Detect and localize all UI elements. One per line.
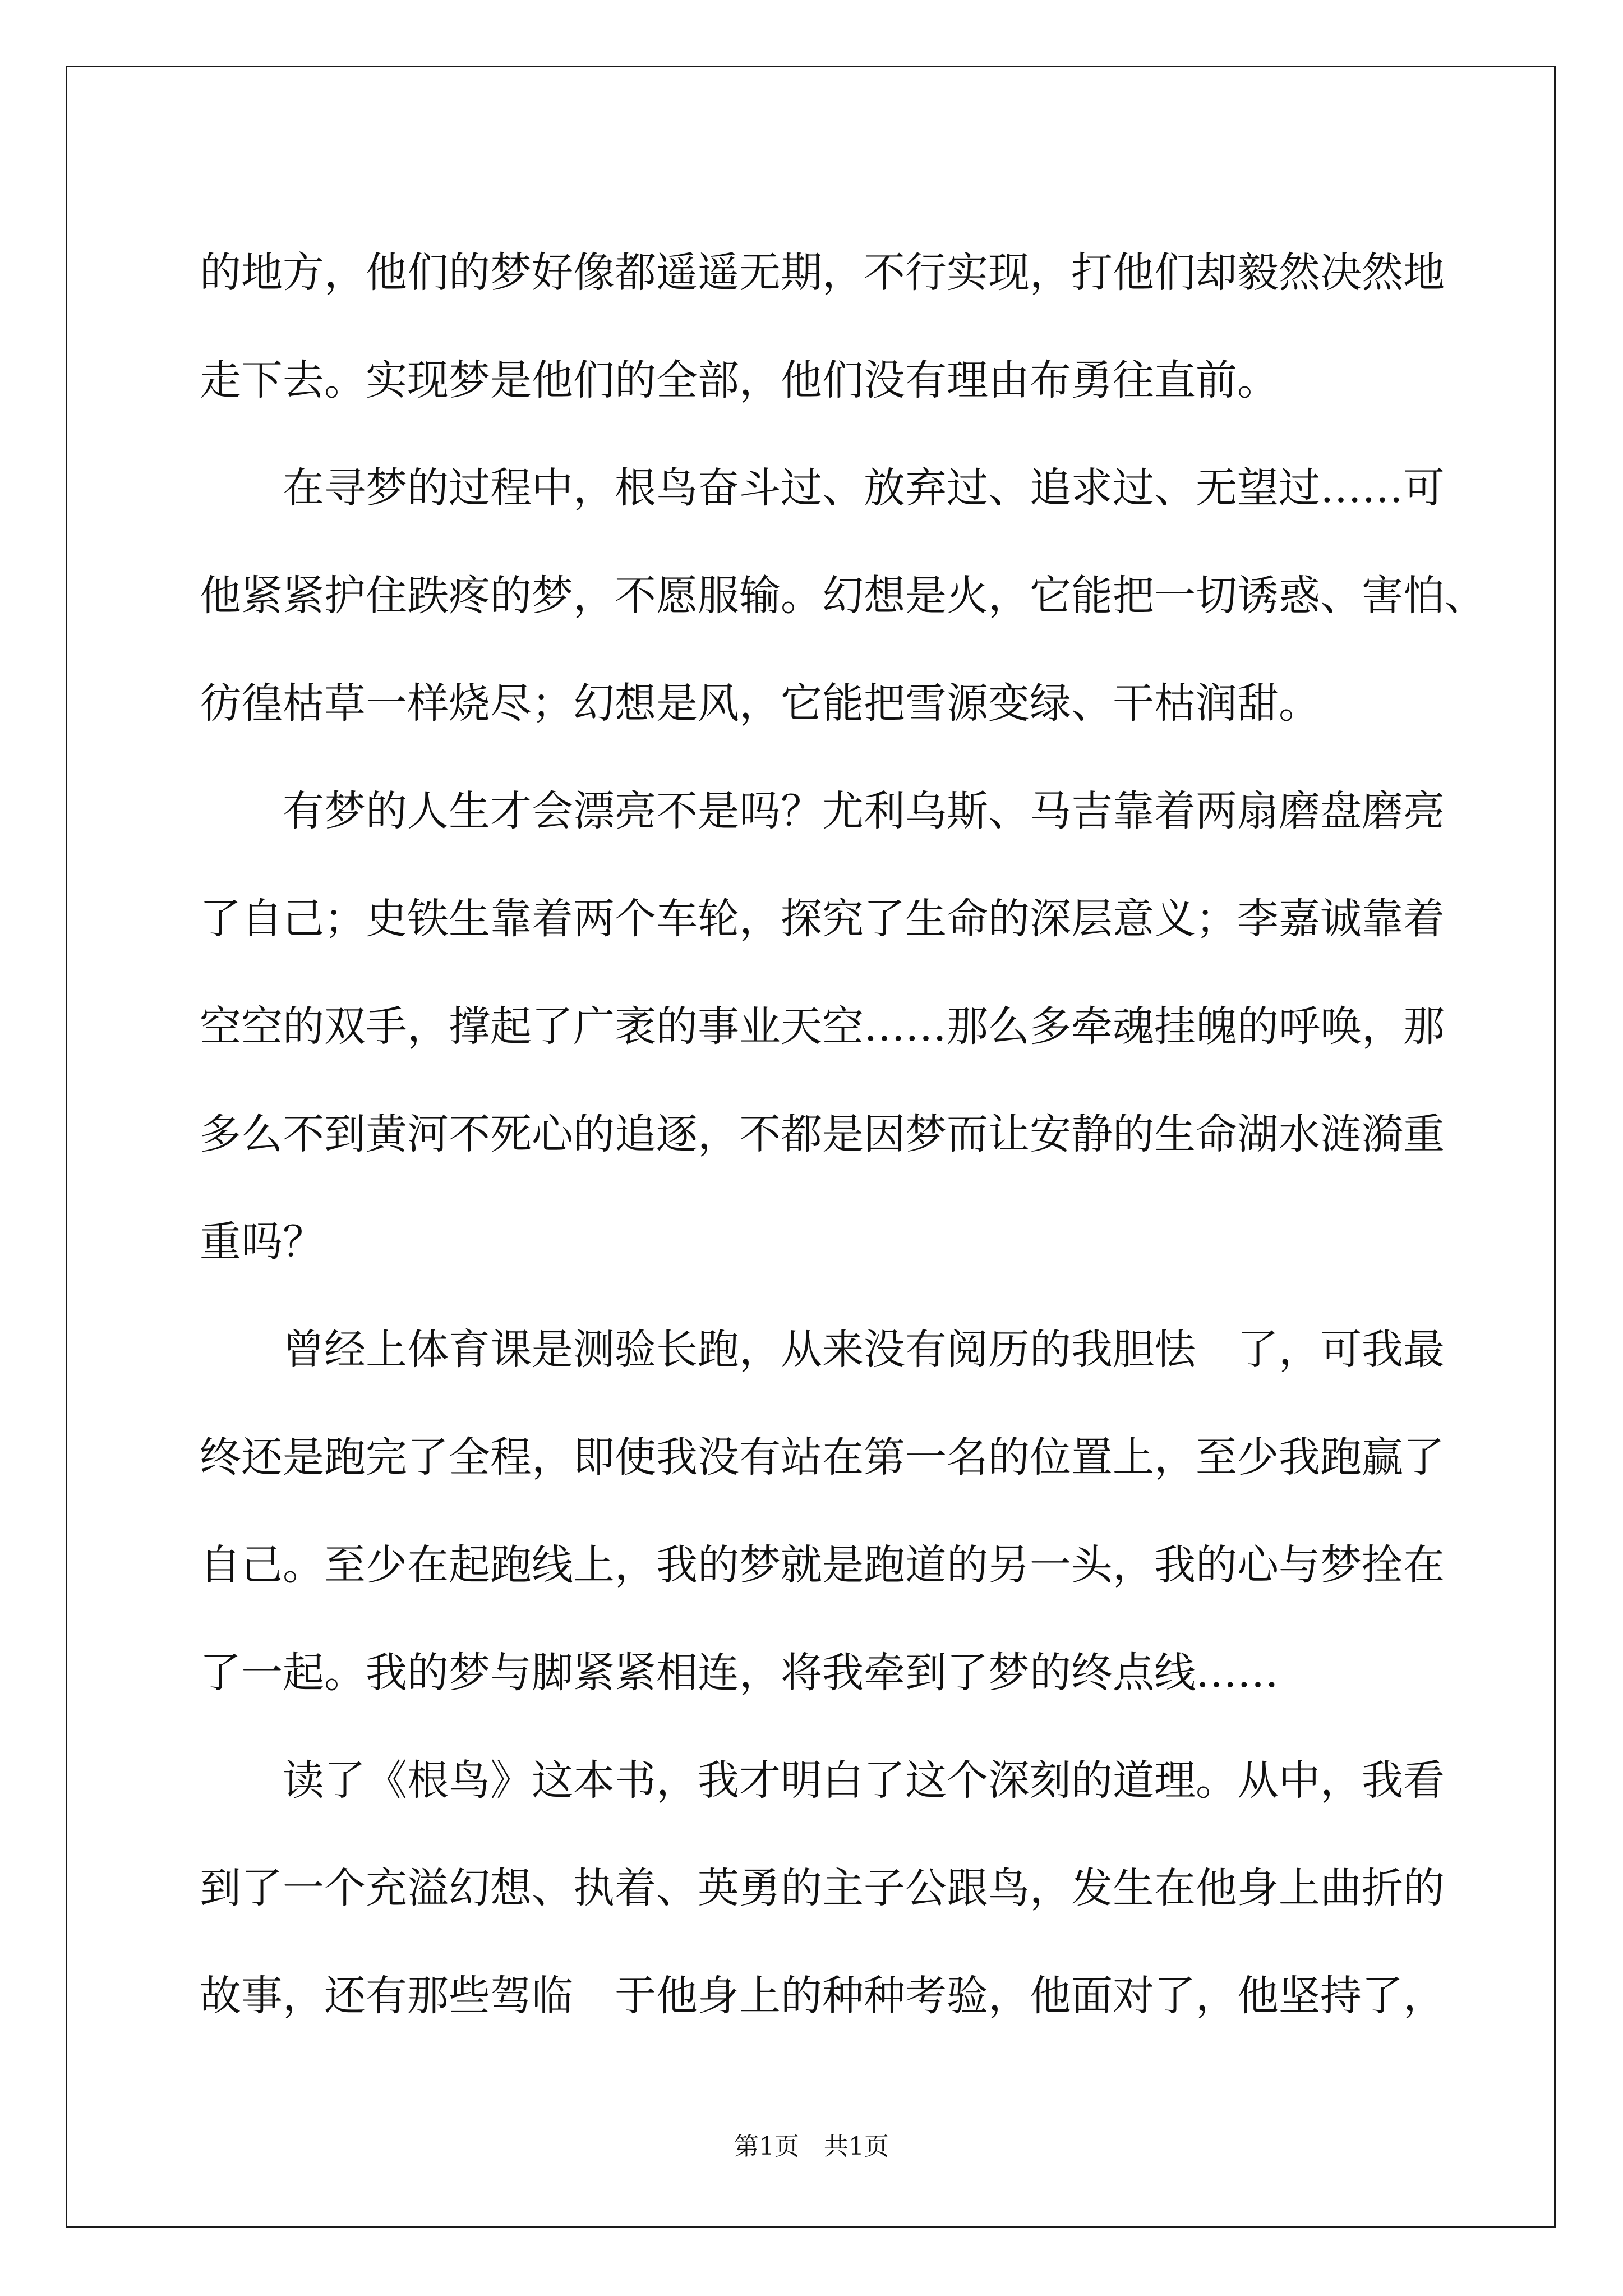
text-line: 终还是跑完了全程，即使我没有站在第一名的位置上，至少我跑赢了 <box>200 1433 1445 1481</box>
text-line: 自己。至少在起跑线上，我的梦就是跑道的另一头，我的心与梦拴在 <box>200 1541 1445 1589</box>
paragraph-start-line: 在寻梦的过程中，根鸟奋斗过、放弃过、追求过、无望过……可 <box>283 464 1445 512</box>
paragraph-start-line: 读了《根鸟》这本书，我才明白了这个深刻的道理。从中，我看 <box>283 1756 1445 1805</box>
text-line: 了自己；史铁生靠着两个车轮，探究了生命的深层意义；李嘉诚靠着 <box>200 895 1445 943</box>
text-line: 故事，还有那些驾临 于他身上的种种考验，他面对了，他坚持了， <box>200 1972 1445 2020</box>
page-number-label: 第1页 共1页 <box>734 2132 889 2161</box>
page-footer <box>0 2126 1623 2162</box>
text-line: 多么不到黄河不死心的追逐，不都是因梦而让安静的生命湖水涟漪重 <box>200 1110 1445 1158</box>
text-line: 空空的双手，撑起了广袤的事业天空……那么多牵魂挂魄的呼唤，那 <box>200 1002 1445 1051</box>
paragraph-start-line: 曾经上体育课是测验长跑，从来没有阅历的我胆怯 了，可我最 <box>283 1326 1445 1374</box>
text-line: 了一起。我的梦与脚紧紧相连，将我牵到了梦的终点线…… <box>200 1649 1279 1697</box>
document-body <box>200 219 1486 2050</box>
paragraph-start-line: 有梦的人生才会漂亮不是吗？尤利乌斯、马吉靠着两扇磨盘磨亮 <box>283 787 1445 835</box>
text-line: 走下去。实现梦是他们的全部，他们没有理由布勇往直前。 <box>200 356 1279 404</box>
text-line: 他紧紧护住跌疼的梦，不愿服输。幻想是火，它能把一切诱惑、害怕、 <box>200 572 1486 620</box>
text-line: 彷徨枯草一样烧尽；幻想是风，它能把雪源变绿、干枯润甜。 <box>200 679 1320 728</box>
text-line: 到了一个充溢幻想、执着、英勇的主子公跟鸟，发生在他身上曲折的 <box>200 1864 1445 1912</box>
text-line: 重吗？ <box>200 1218 324 1266</box>
text-line: 的地方，他们的梦好像都遥遥无期，不行实现，打他们却毅然决然地 <box>200 249 1445 297</box>
